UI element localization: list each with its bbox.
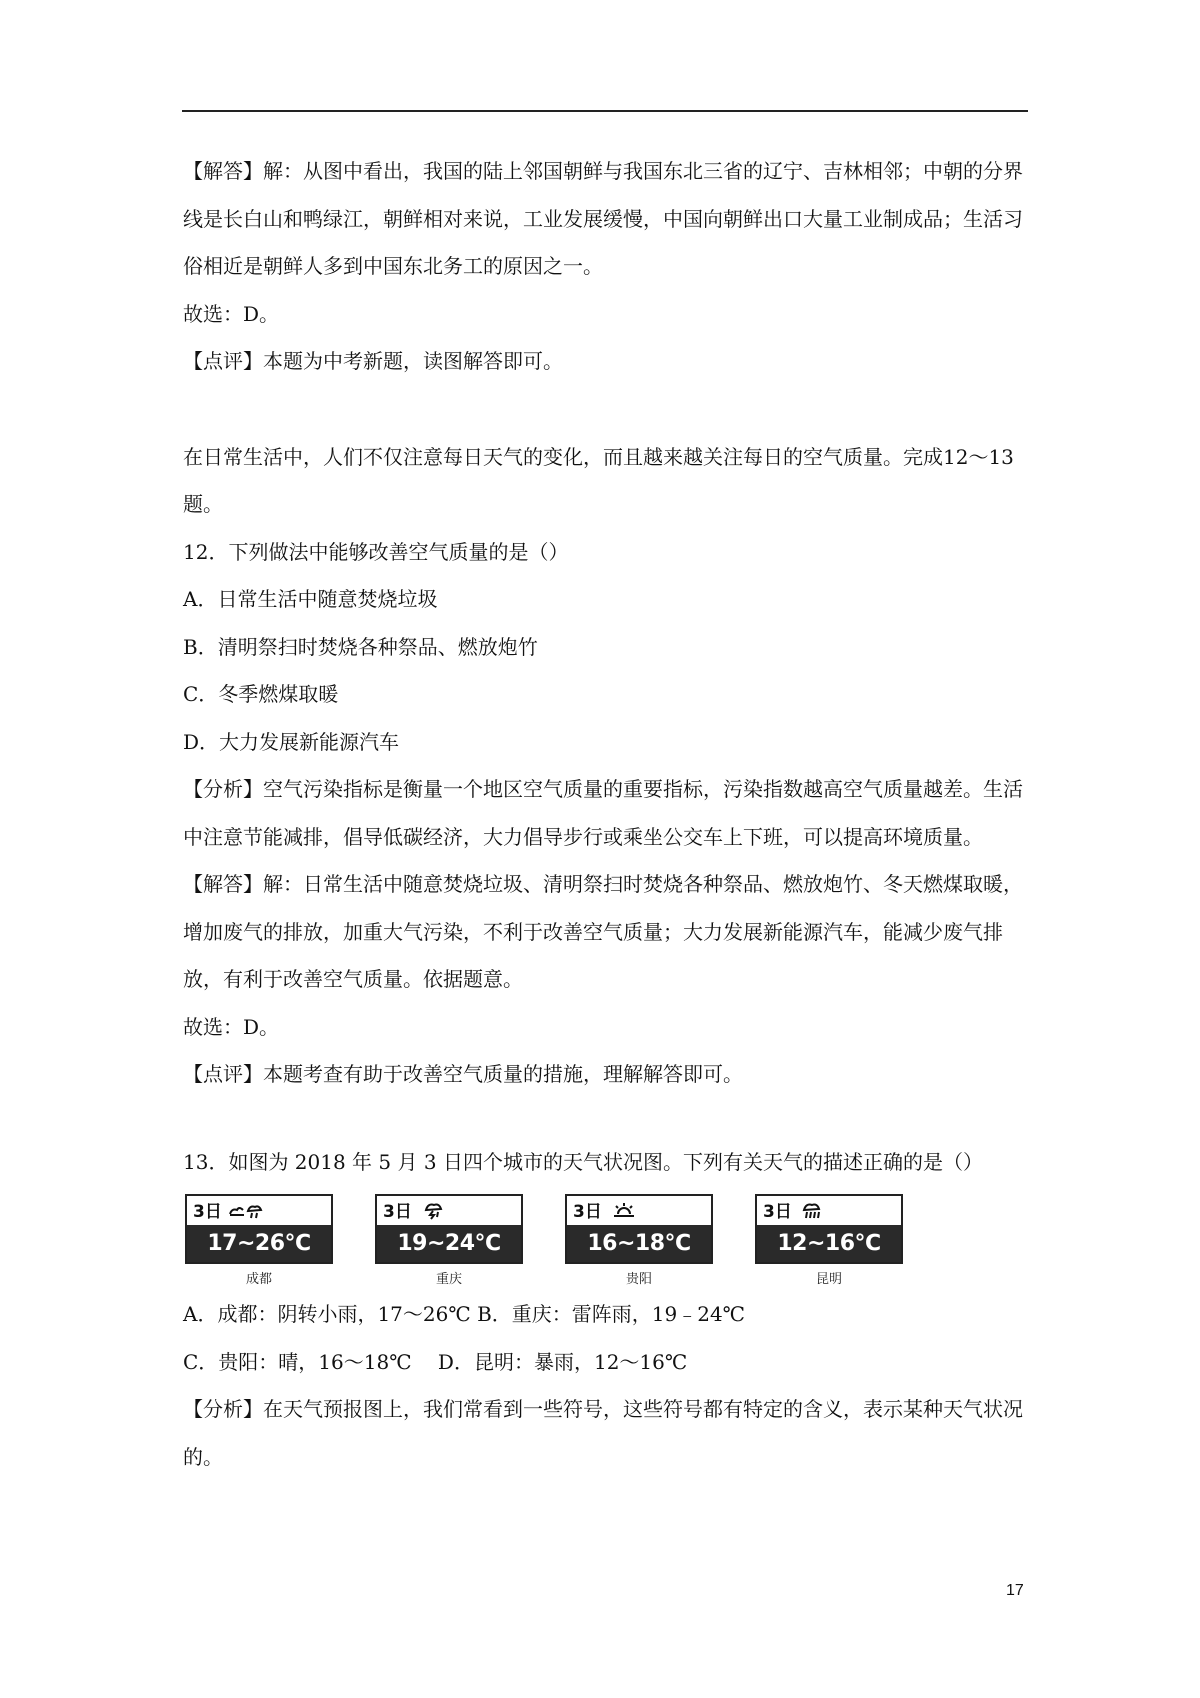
intro-paragraph: 在日常生活中，人们不仅注意每日天气的变化，而且越来越关注每日的空气质量。完成12～13题。: [183, 444, 1014, 516]
section-gap: [183, 1099, 1029, 1139]
weather-date: 3日: [383, 1202, 412, 1222]
options-13-line-1: A．成都：阴转小雨，17～26℃ B．重庆：雷阵雨，19﹣24℃: [183, 1302, 746, 1326]
weather-date: 3日: [573, 1202, 602, 1222]
sunny-icon: [608, 1200, 644, 1220]
weather-card-box: [565, 1194, 713, 1264]
weather-temperature: 19~24℃: [377, 1225, 521, 1262]
options-13-line-2: C．贵阳：晴，16～18℃ D．昆明：暴雨，12～16℃: [183, 1349, 688, 1374]
weather-card-box: [375, 1194, 523, 1264]
weather-card-header: [757, 1196, 901, 1223]
weather-card-header: [567, 1196, 711, 1223]
choice-line-12: 故选：D。: [183, 1014, 280, 1039]
weather-date: 3日: [763, 1202, 792, 1222]
document-body: [183, 148, 1029, 1481]
analysis-paragraph: 【分析】空气污染指标是衡量一个地区空气质量的重要指标，污染指数越高空气质量越差。生活中注意节能减排，倡导低碳经济，大力倡导步行或乘坐公交车上下班，可以提高环境质量。: [183, 777, 1023, 849]
cloudy-to-rain-icon: [228, 1200, 264, 1220]
choice-line: 故选：D。: [183, 301, 280, 326]
option-d: D．大力发展新能源汽车: [183, 729, 400, 754]
weather-card-guiyang: [565, 1194, 713, 1287]
weather-city: 昆明: [815, 1272, 842, 1287]
weather-temperature: 16~18℃: [567, 1225, 711, 1262]
weather-temperature: 12~16℃: [757, 1225, 901, 1262]
rainstorm-icon: [798, 1200, 834, 1220]
answer-paragraph-12: 【解答】解：日常生活中随意焚烧垃圾、清明祭扫时焚烧各种祭品、燃放炮竹、冬天燃煤取暖，增加废气的排放，加重大气污染，不利于改善空气质量；大力发展新能源汽车，能减少废气排放，有利于改善空气质量。依据题意。: [183, 872, 1023, 991]
option-b: B．清明祭扫时焚烧各种祭品、燃放炮竹: [183, 634, 538, 659]
option-a: A．日常生活中随意焚烧垃圾: [183, 587, 438, 611]
weather-figure: [185, 1194, 1029, 1287]
comment-paragraph: 【点评】本题为中考新题，读图解答即可。: [183, 349, 563, 373]
question-13: 13．如图为 2018 年 5 月 3 日四个城市的天气状况图。下列有关天气的描述正确的是（）: [183, 1149, 983, 1174]
header-rule: [182, 110, 1028, 112]
weather-card-kunming: [755, 1194, 903, 1287]
page-number: 17: [1006, 1582, 1024, 1599]
weather-card-header: [377, 1196, 521, 1223]
weather-card-box: [755, 1194, 903, 1264]
weather-card-box: [185, 1194, 333, 1264]
weather-card-chengdu: [185, 1194, 333, 1287]
analysis-13: 【分析】在天气预报图上，我们常看到一些符号，这些符号都有特定的含义，表示某种天气状况的。: [183, 1397, 1023, 1469]
option-c: C．冬季燃煤取暖: [183, 682, 339, 706]
weather-card-header: [187, 1196, 331, 1223]
weather-city: 成都: [245, 1272, 272, 1287]
weather-card-chongqing: [375, 1194, 523, 1287]
question-12: 12．下列做法中能够改善空气质量的是（）: [183, 539, 569, 564]
weather-city: 重庆: [435, 1272, 462, 1287]
weather-temperature: 17~26℃: [187, 1225, 331, 1262]
weather-date: 3日: [193, 1202, 222, 1222]
comment-paragraph-12: 【点评】本题考查有助于改善空气质量的措施，理解解答即可。: [183, 1062, 743, 1086]
weather-city: 贵阳: [625, 1272, 652, 1287]
answer-paragraph: 【解答】解：从图中看出，我国的陆上邻国朝鲜与我国东北三省的辽宁、吉林相邻；中朝的分界线是长白山和鸭绿江，朝鲜相对来说，工业发展缓慢，中国向朝鲜出口大量工业制成品；生活习俗相近是朝鲜人多到中国东北务工的原因之一。: [183, 159, 1023, 278]
thunderstorm-icon: [418, 1200, 454, 1220]
section-gap: [183, 386, 1029, 434]
